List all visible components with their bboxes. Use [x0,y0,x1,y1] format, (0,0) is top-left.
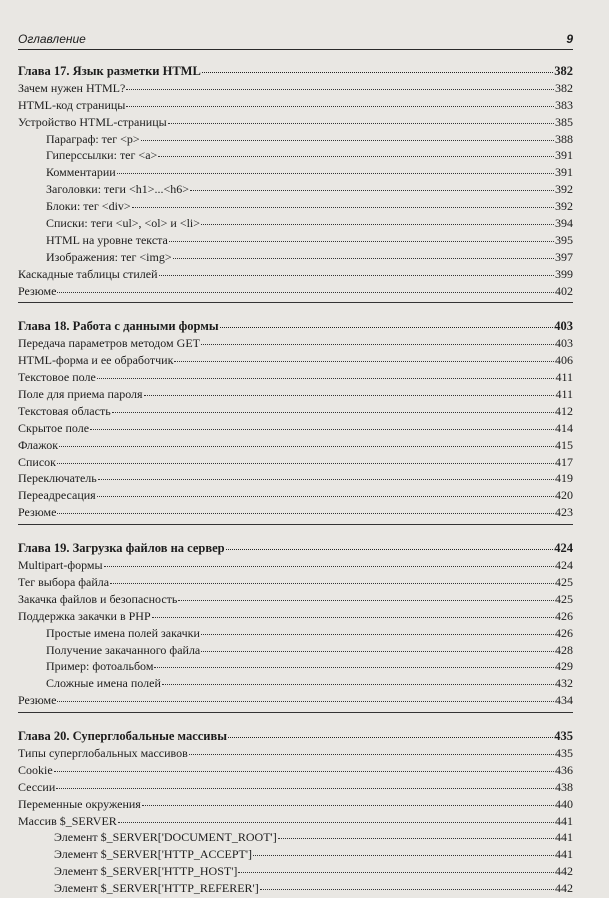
toc-entry-title: Элемент $_SERVER['HTTP_REFERER'] [54,881,259,896]
dot-leader [253,855,554,856]
toc-section [18,591,573,608]
toc-entry-page: 424 [554,541,573,556]
dot-leader [154,667,554,668]
toc-entry-title: Каскадные таблицы стилей [18,266,158,281]
dot-leader [57,292,554,293]
toc-entry-page: 394 [555,216,573,231]
toc-subsection [18,131,573,148]
toc-entry-page: 391 [555,165,573,180]
toc-section [18,266,573,283]
toc-entry-page: 442 [555,881,573,896]
toc-section [18,487,573,504]
toc-entry-title: Блоки: тег <div> [46,199,131,214]
toc-entry-page: 395 [555,232,573,247]
toc-entry-page: 428 [555,642,573,657]
dot-leader [173,258,554,259]
dot-leader [126,106,554,107]
toc-entry-page: 399 [555,266,573,281]
dot-leader [159,275,554,276]
toc-subsection [18,642,573,659]
toc-entry-title: Сложные имена полей [46,676,161,691]
chapter-separator [18,712,573,728]
dot-leader [144,395,555,396]
toc-entry-page: 441 [555,847,573,862]
toc-entry-title: Параграф: тег <p> [46,131,140,146]
toc-entry-page: 438 [555,779,573,794]
dot-leader [190,190,554,191]
toc-entry-page: 382 [555,80,573,95]
toc-entry-title: Текстовая область [18,403,111,418]
toc-subsection [18,232,573,249]
toc-entry-title: Элемент $_SERVER['DOCUMENT_ROOT'] [54,830,277,845]
toc-subsection [18,846,573,863]
toc-entry-title: Списки: теги <ul>, <ol> и <li> [46,216,201,231]
toc-section [18,608,573,625]
toc-entry-page: 432 [555,676,573,691]
toc-entry-title: Массив $_SERVER [18,813,117,828]
toc-subsection [18,880,573,897]
toc-entry-page: 436 [555,762,573,777]
toc-section [18,557,573,574]
toc-subsection [18,181,573,198]
toc-section [18,796,573,813]
toc-entry-page: 435 [554,729,573,744]
toc-entry-page: 397 [555,249,573,264]
dot-leader [132,207,554,208]
toc-subsection [18,675,573,692]
toc-entry-page: 435 [555,745,573,760]
toc-entry-title: Комментарии [46,165,116,180]
toc-section [18,692,573,709]
dot-leader [201,224,554,225]
toc-subsection [18,829,573,846]
toc-entry-title: Устройство HTML-страницы [18,114,167,129]
chapter-block [18,540,573,709]
toc-entry-title: Закачка файлов и безопасность [18,591,178,606]
dot-leader [201,651,554,652]
toc-entry-title: Скрытое поле [18,420,90,435]
toc-entry-page: 441 [555,813,573,828]
toc-entry-title: Резюме [18,505,57,520]
chapter-separator [18,302,573,318]
toc-entry-page: 429 [555,659,573,674]
dot-leader [238,872,554,873]
toc-section [18,813,573,830]
toc-section [18,114,573,131]
dot-leader [57,701,554,702]
toc-entry-page: 383 [555,97,573,112]
dot-leader [168,123,554,124]
toc-section [18,745,573,762]
toc-entry-title: Текстовое поле [18,370,96,385]
dot-leader [201,344,554,345]
toc-entry-title: Переменные окружения [18,796,141,811]
toc-entry-page: 388 [555,131,573,146]
toc-entry-page: 423 [555,505,573,520]
dot-leader [202,72,553,73]
toc-section [18,574,573,591]
dot-leader [98,479,554,480]
toc-subsection [18,198,573,215]
dot-leader [226,549,554,550]
dot-leader [110,583,554,584]
toc-subsection [18,147,573,164]
toc-section [18,369,573,386]
toc-section [18,335,573,352]
dot-leader [56,788,554,789]
toc-entry-title: Переключатель [18,471,97,486]
dot-leader [174,361,554,362]
toc-entry-page: 426 [555,608,573,623]
toc-entry-title: Пример: фотоальбом [46,659,154,674]
toc-subsection [18,215,573,232]
chapter-separator [18,524,573,540]
dot-leader [104,566,554,567]
toc-entry-title: Поле для приема пароля [18,387,143,402]
toc-entry-page: 391 [555,148,573,163]
dot-leader [158,156,554,157]
toc-entry-title: Глава 17. Язык разметки HTML [18,64,201,78]
dot-leader [126,89,554,90]
header-page-number: 9 [566,32,573,46]
toc-entry-page: 420 [555,488,573,503]
toc-entry-title: Элемент $_SERVER['HTTP_HOST'] [54,864,238,879]
toc-subsection [18,863,573,880]
chapter-heading [18,540,573,557]
dot-leader [228,737,553,738]
toc-entry-title: Простые имена полей закачки [46,625,200,640]
dot-leader [59,446,554,447]
toc-entry-title: Поддержка закачки в PHP [18,608,151,623]
chapter-block [18,63,573,299]
toc-entry-title: Зачем нужен HTML? [18,80,126,95]
toc-entry-title: Типы суперглобальных массивов [18,745,188,760]
toc-entry-page: 403 [555,336,573,351]
dot-leader [162,684,554,685]
chapter-block [18,318,573,521]
dot-leader [97,378,555,379]
dot-leader [189,754,554,755]
toc-section [18,283,573,300]
toc-entry-page: 411 [555,370,573,385]
dot-leader [260,889,554,890]
dot-leader [169,241,554,242]
toc-entry-title: Флажок [18,437,59,452]
toc-entry-page: 440 [555,796,573,811]
toc-entry-title: Гиперссылки: тег <a> [46,148,158,163]
table-of-contents [18,63,573,897]
toc-entry-title: Multipart-формы [18,558,103,573]
toc-entry-page: 425 [555,591,573,606]
toc-entry-title: HTML на уровне текста [46,232,168,247]
toc-entry-page: 406 [555,353,573,368]
toc-entry-page: 425 [555,574,573,589]
toc-entry-title: Получение закачанного файла [46,642,201,657]
toc-entry-page: 402 [555,283,573,298]
toc-entry-title: Список [18,454,57,469]
dot-leader [90,429,554,430]
dot-leader [97,496,554,497]
chapter-heading [18,728,573,745]
toc-entry-page: 417 [555,454,573,469]
toc-entry-page: 403 [554,319,573,334]
dot-leader [118,822,554,823]
toc-entry-page: 382 [554,64,573,78]
toc-entry-title: Глава 18. Работа с данными формы [18,319,219,334]
dot-leader [278,838,554,839]
toc-section [18,470,573,487]
toc-entry-page: 419 [555,471,573,486]
toc-section [18,454,573,471]
dot-leader [57,463,554,464]
toc-section [18,352,573,369]
toc-entry-title: Cookie [18,762,53,777]
dot-leader [178,600,554,601]
chapter-heading [18,63,573,80]
toc-entry-title: Глава 20. Суперглобальные массивы [18,729,228,744]
header-title: Оглавление [18,32,86,46]
toc-section [18,504,573,521]
toc-entry-title: Резюме [18,693,57,708]
toc-section [18,762,573,779]
dot-leader [57,513,554,514]
dot-leader [220,327,554,328]
chapter-block [18,728,573,897]
toc-entry-title: Резюме [18,283,57,298]
toc-entry-title: Глава 19. Загрузка файлов на сервер [18,541,225,556]
dot-leader [54,771,554,772]
toc-entry-page: 392 [555,182,573,197]
toc-entry-title: Изображения: тег <img> [46,249,172,264]
toc-section [18,437,573,454]
toc-entry-page: 412 [555,403,573,418]
toc-subsection [18,625,573,642]
toc-section [18,386,573,403]
dot-leader [152,617,554,618]
toc-entry-page: 415 [555,437,573,452]
toc-entry-page: 392 [555,199,573,214]
toc-entry-title: Передача параметров методом GET [18,336,200,351]
toc-entry-page: 414 [555,420,573,435]
toc-section [18,97,573,114]
toc-entry-title: HTML-форма и ее обработчик [18,353,174,368]
running-header [18,30,573,50]
toc-subsection [18,658,573,675]
toc-entry-title: Элемент $_SERVER['HTTP_ACCEPT'] [54,847,253,862]
toc-entry-title: Тег выбора файла [18,574,110,589]
dot-leader [112,412,554,413]
toc-subsection [18,249,573,266]
toc-section [18,420,573,437]
toc-entry-page: 426 [555,625,573,640]
toc-entry-title: Заголовки: теги <h1>...<h6> [46,182,190,197]
chapter-heading [18,318,573,335]
toc-section [18,779,573,796]
toc-entry-page: 434 [555,693,573,708]
toc-entry-page: 442 [555,864,573,879]
dot-leader [141,140,554,141]
toc-section [18,80,573,97]
toc-entry-page: 411 [555,387,573,402]
toc-entry-title: HTML-код страницы [18,97,126,112]
toc-entry-page: 424 [555,558,573,573]
dot-leader [117,173,554,174]
toc-subsection [18,164,573,181]
toc-entry-title: Сессии [18,779,56,794]
toc-entry-title: Переадресация [18,488,96,503]
dot-leader [201,634,554,635]
toc-section [18,403,573,420]
toc-entry-page: 441 [555,830,573,845]
toc-entry-page: 385 [555,114,573,129]
dot-leader [142,805,554,806]
